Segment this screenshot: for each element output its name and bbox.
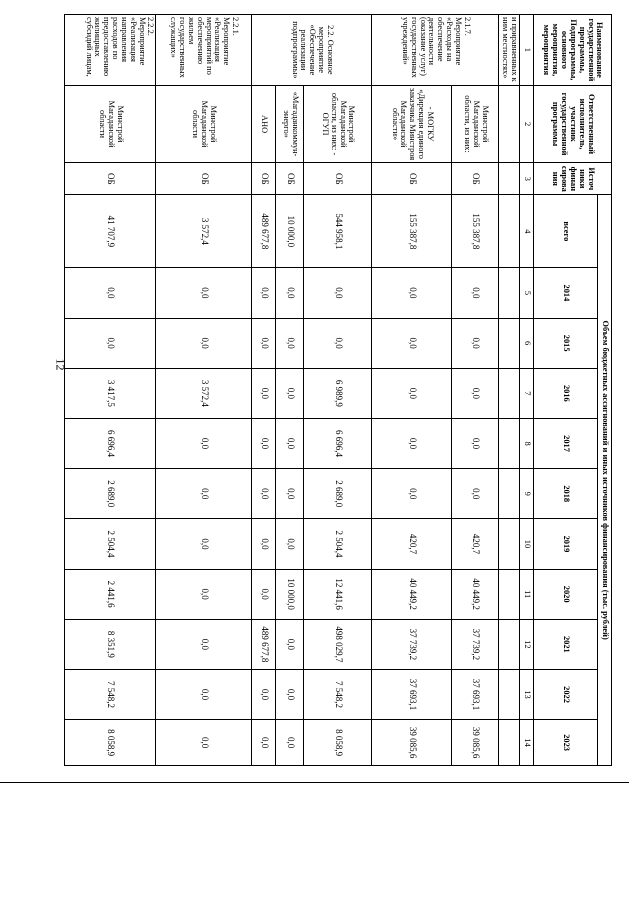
- value-cell: 0,0: [156, 519, 252, 569]
- column-number-row: [520, 15, 534, 766]
- value-cell: 37 693,1: [452, 669, 499, 719]
- table-row: [252, 15, 276, 766]
- value-cell: 0,0: [276, 368, 304, 418]
- value-cell: 155 387,8: [372, 195, 452, 268]
- col-number: 9: [520, 469, 534, 519]
- value-cell: 489 677,8: [252, 195, 276, 268]
- row-responsible: Минстрой Магаданской области, из них:: [452, 85, 499, 163]
- value-cell: 12 441,6: [304, 569, 372, 619]
- value-cell: 0,0: [156, 318, 252, 368]
- row-name: 2.2.2. Мероприятие «Реализация направления расходов по предоставлению жилищных субсидий лицам,: [65, 15, 156, 86]
- value-cell: 0,0: [372, 418, 452, 468]
- value-cell: 0,0: [156, 469, 252, 519]
- value-cell: [499, 619, 520, 669]
- row-responsible: Минстрой Магаданской области: [65, 85, 156, 163]
- value-cell: 0,0: [276, 318, 304, 368]
- value-cell: 39 085,6: [452, 720, 499, 766]
- value-cell: [499, 195, 520, 268]
- value-cell: [499, 669, 520, 719]
- row-name: и приравненных к ним местностях»: [499, 15, 520, 86]
- value-cell: 0,0: [252, 519, 276, 569]
- col-number: 1: [520, 15, 534, 86]
- header-volume: Объем бюджетных ассигнований и иных источников финансирования (тыс. рублей): [598, 195, 612, 766]
- value-cell: 0,0: [156, 720, 252, 766]
- value-cell: 37 739,2: [372, 619, 452, 669]
- col-number: 6: [520, 318, 534, 368]
- row-responsible: Минстрой Магаданской области, из них: - ОГУП: [304, 85, 372, 163]
- value-cell: 0,0: [276, 418, 304, 468]
- value-cell: 3 572,4: [156, 368, 252, 418]
- value-cell: 420,7: [452, 519, 499, 569]
- value-cell: 0,0: [452, 268, 499, 318]
- value-cell: 0,0: [452, 469, 499, 519]
- value-cell: [499, 519, 520, 569]
- value-cell: 0,0: [65, 318, 156, 368]
- value-cell: [499, 569, 520, 619]
- row-source: ОБ: [65, 163, 156, 195]
- value-cell: 8 058,9: [65, 720, 156, 766]
- row-responsible: - МОГКУ «Дирекция единого заказчика Минстроя Магаданской области»: [372, 85, 452, 163]
- value-cell: 37 739,2: [452, 619, 499, 669]
- value-cell: 0,0: [252, 318, 276, 368]
- row-source: ОБ: [156, 163, 252, 195]
- value-cell: 39 085,6: [372, 720, 452, 766]
- value-cell: 0,0: [252, 569, 276, 619]
- value-cell: 6 696,4: [304, 418, 372, 468]
- value-cell: 0,0: [276, 720, 304, 766]
- value-cell: 3 572,4: [156, 195, 252, 268]
- value-cell: 0,0: [276, 669, 304, 719]
- col-number: 10: [520, 519, 534, 569]
- value-cell: 6 989,9: [304, 368, 372, 418]
- value-cell: 37 693,1: [372, 669, 452, 719]
- value-cell: 2 689,0: [65, 469, 156, 519]
- value-cell: 0,0: [372, 469, 452, 519]
- header-total: всего: [534, 195, 598, 268]
- value-cell: 0,0: [252, 469, 276, 519]
- value-cell: 498 029,7: [304, 619, 372, 669]
- header-year: 2021: [534, 619, 598, 669]
- value-cell: 10 000,0: [276, 569, 304, 619]
- value-cell: 0,0: [452, 368, 499, 418]
- header-responsible: Ответственный исполнитель, участник государственной программы: [534, 85, 612, 163]
- value-cell: 8 058,9: [304, 720, 372, 766]
- value-cell: 0,0: [252, 368, 276, 418]
- value-cell: 0,0: [252, 720, 276, 766]
- row-source: ОБ: [372, 163, 452, 195]
- header-year: 2020: [534, 569, 598, 619]
- value-cell: 0,0: [372, 268, 452, 318]
- rotated-table-container: [86, 14, 612, 766]
- value-cell: 41 707,9: [65, 195, 156, 268]
- col-number: 2: [520, 85, 534, 163]
- header-year: 2014: [534, 268, 598, 318]
- table-row: [304, 15, 372, 766]
- row-responsible: «Магаданкоммун-энерго»: [276, 85, 304, 163]
- value-cell: 0,0: [304, 268, 372, 318]
- value-cell: 0,0: [452, 318, 499, 368]
- value-cell: 6 696,4: [65, 418, 156, 468]
- value-cell: 0,0: [372, 368, 452, 418]
- value-cell: 489 677,8: [252, 619, 276, 669]
- col-number: 5: [520, 268, 534, 318]
- value-cell: 0,0: [156, 569, 252, 619]
- row-source: [499, 163, 520, 195]
- value-cell: 0,0: [452, 418, 499, 468]
- header-year: 2018: [534, 469, 598, 519]
- value-cell: 2 441,6: [65, 569, 156, 619]
- value-cell: 0,0: [252, 418, 276, 468]
- row-source: ОБ: [252, 163, 276, 195]
- row-name: 2.2. Основное мероприятие «Обеспечение реализации подпрограммы»: [252, 15, 372, 86]
- value-cell: 2 689,0: [304, 469, 372, 519]
- row-source: ОБ: [452, 163, 499, 195]
- value-cell: 0,0: [276, 268, 304, 318]
- value-cell: 40 449,2: [372, 569, 452, 619]
- header-year: 2017: [534, 418, 598, 468]
- row-name: 2.1.7. Мероприятие «Расходы на обеспечение деятельности (оказание услуг) государственных учреждений»: [372, 15, 499, 86]
- value-cell: 0,0: [276, 469, 304, 519]
- value-cell: 7 548,2: [65, 669, 156, 719]
- col-number: 4: [520, 195, 534, 268]
- header-year: 2023: [534, 720, 598, 766]
- value-cell: 7 548,2: [304, 669, 372, 719]
- table-row: [499, 15, 520, 766]
- value-cell: 155 387,8: [452, 195, 499, 268]
- financing-table: [64, 14, 612, 766]
- value-cell: [499, 368, 520, 418]
- value-cell: [499, 418, 520, 468]
- table-row: [276, 15, 304, 766]
- col-number: 12: [520, 619, 534, 669]
- row-source: ОБ: [304, 163, 372, 195]
- row-responsible: АНО: [252, 85, 276, 163]
- header-source: Источники финансирования: [534, 163, 612, 195]
- col-number: 7: [520, 368, 534, 418]
- row-source: ОБ: [276, 163, 304, 195]
- value-cell: 8 351,9: [65, 619, 156, 669]
- table-row: [372, 15, 452, 766]
- value-cell: 0,0: [372, 318, 452, 368]
- value-cell: 0,0: [276, 619, 304, 669]
- value-cell: 544 958,1: [304, 195, 372, 268]
- row-name: 2.2.1. Мероприятие «Реализация мероприятий по обеспечению жильем государственных служащих»: [156, 15, 252, 86]
- value-cell: 10 000,0: [276, 195, 304, 268]
- value-cell: [499, 318, 520, 368]
- page-number: 12: [53, 358, 68, 371]
- value-cell: 0,0: [276, 519, 304, 569]
- col-number: 13: [520, 669, 534, 719]
- value-cell: 0,0: [65, 268, 156, 318]
- value-cell: [499, 720, 520, 766]
- value-cell: 3 417,5: [65, 368, 156, 418]
- header-year: 2016: [534, 368, 598, 418]
- value-cell: 0,0: [304, 318, 372, 368]
- value-cell: 0,0: [252, 268, 276, 318]
- value-cell: 40 449,2: [452, 569, 499, 619]
- header-year: 2019: [534, 519, 598, 569]
- table-row: [65, 15, 156, 766]
- col-number: 8: [520, 418, 534, 468]
- header-year: 2015: [534, 318, 598, 368]
- row-responsible: [499, 85, 520, 163]
- value-cell: 0,0: [156, 268, 252, 318]
- table-row: [156, 15, 252, 766]
- value-cell: 2 504,4: [304, 519, 372, 569]
- col-number: 14: [520, 720, 534, 766]
- value-cell: 0,0: [156, 418, 252, 468]
- col-number: 3: [520, 163, 534, 195]
- table-row: [452, 15, 499, 766]
- header-year: 2022: [534, 669, 598, 719]
- value-cell: 420,7: [372, 519, 452, 569]
- value-cell: 0,0: [252, 669, 276, 719]
- col-number: 11: [520, 569, 534, 619]
- separator-line: [0, 782, 629, 783]
- value-cell: [499, 469, 520, 519]
- value-cell: 0,0: [156, 619, 252, 669]
- value-cell: [499, 268, 520, 318]
- header-name: Наименование государственной программы, Подпрограммы, основного мероприятия, мероприятия: [534, 15, 612, 86]
- value-cell: 0,0: [156, 669, 252, 719]
- value-cell: 2 504,4: [65, 519, 156, 569]
- row-responsible: Минстрой Магаданской области: [156, 85, 252, 163]
